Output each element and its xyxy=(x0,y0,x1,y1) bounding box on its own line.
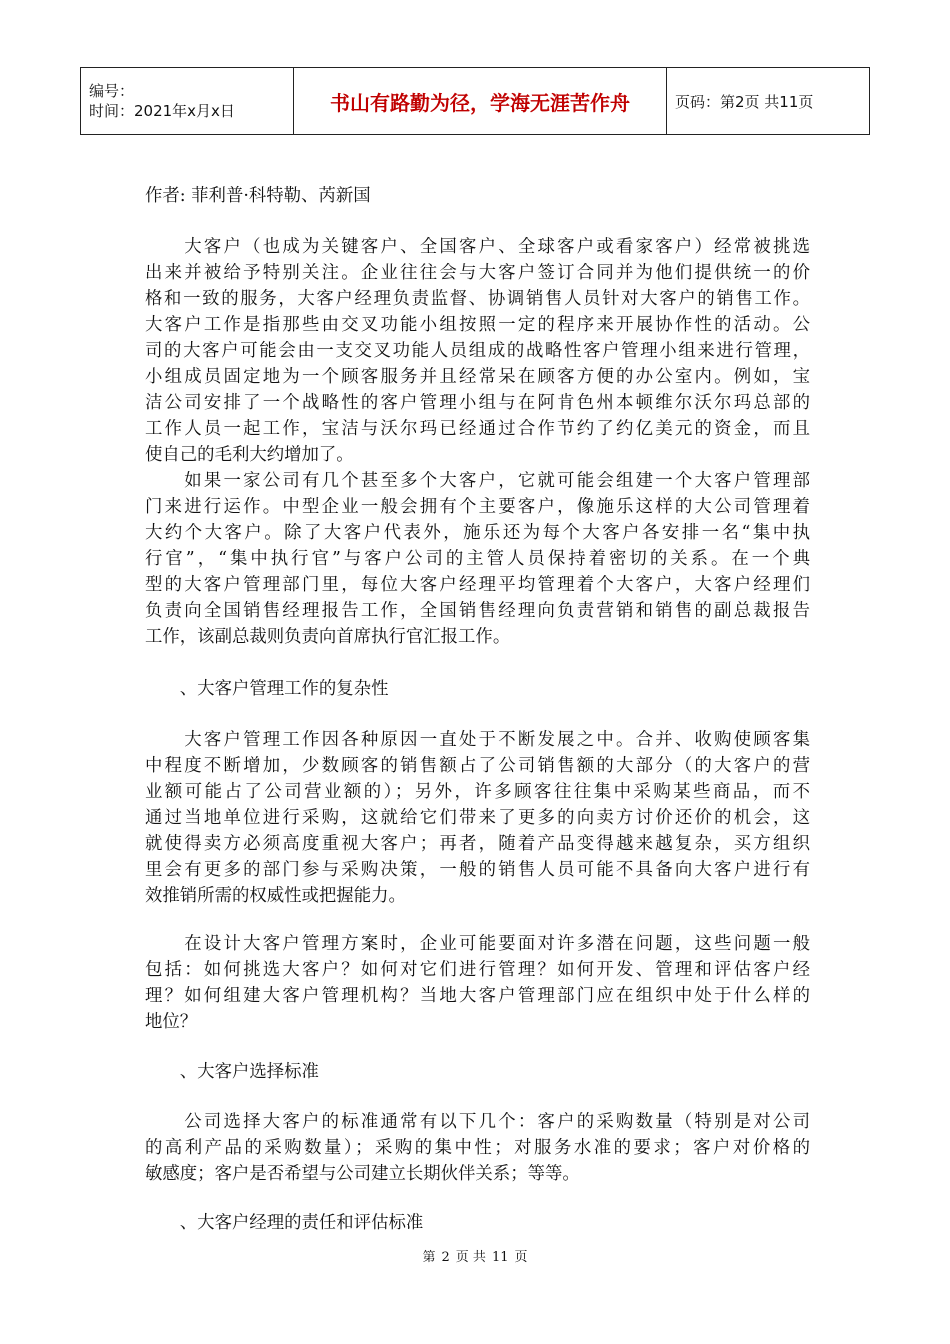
paragraph-line: 地位？ xyxy=(145,1012,198,1032)
footer-suffix: 页 xyxy=(514,1250,528,1265)
paragraph-line: 的高利产品的采购数量）；采购的集中性；对服务水准的要求；客户对价格的 xyxy=(145,1138,810,1158)
paragraph-line: 中程度不断增加，少数顾客的销售额占了公司销售额的大部分（的大客户的营 xyxy=(145,756,810,776)
author-line: 作者: 菲利普·科特勒、芮新国 xyxy=(145,186,371,206)
header-meta xyxy=(81,68,294,135)
paragraph-line: 公司选择大客户的标准通常有以下几个：客户的采购数量（特别是对公司 xyxy=(145,1112,810,1132)
paragraph-line: 效推销所需的权威性或把握能力。 xyxy=(145,886,406,906)
paragraph-line: 工作，该副总裁则负责向首席执行官汇报工作。 xyxy=(145,627,511,647)
paragraph-line: 洁公司安排了一个战略性的客户管理小组与在阿肯色州本顿维尔沃尔玛总部的 xyxy=(145,393,810,413)
section-heading: 、大客户选择标准 xyxy=(145,1062,319,1082)
section-heading: 、大客户经理的责任和评估标准 xyxy=(145,1213,424,1233)
paragraph-line: 行官”，“集中执行官”与客户公司的主管人员保持着密切的关系。在一个典 xyxy=(145,549,810,569)
paragraph-line: 里会有更多的部门参与采购决策，一般的销售人员可能不具备向大客户进行有 xyxy=(145,860,810,880)
paragraph-line: 使自己的毛利大约增加了。 xyxy=(145,445,354,465)
page-header xyxy=(80,67,870,135)
header-page-info: 页码：第2页 共11页 xyxy=(667,68,870,135)
footer-prefix: 第 xyxy=(422,1250,436,1265)
header-motto: 书山有路勤为径，学海无涯苦作舟 xyxy=(294,68,667,135)
paragraph-line: 司的大客户可能会由一支交叉功能人员组成的战略性客户管理小组来进行管理， xyxy=(145,341,810,361)
paragraph-line: 如果一家公司有几个甚至多个大客户，它就可能会组建一个大客户管理部 xyxy=(145,471,810,491)
paragraph-line: 出来并被给予特别关注。企业往往会与大客户签订合同并为他们提供统一的价 xyxy=(145,263,810,283)
paragraph-line: 业额可能占了公司营业额的）；另外，许多顾客往往集中采购某些商品，而不 xyxy=(145,782,810,802)
paragraph-line: 理？如何组建大客户管理机构？当地大客户管理部门应在组织中处于什么样的 xyxy=(145,986,810,1006)
paragraph-line: 大约个大客户。除了大客户代表外，施乐还为每个大客户各安排一名“集中执 xyxy=(145,523,810,543)
paragraph-line: 负责向全国销售经理报告工作，全国销售经理向负责营销和销售的副总裁报告 xyxy=(145,601,810,621)
paragraph-line: 包括：如何挑选大客户？如何对它们进行管理？如何开发、管理和评估客户经 xyxy=(145,960,810,980)
paragraph-line: 大客户（也成为关键客户、全国客户、全球客户或看家客户）经常被挑选 xyxy=(145,237,810,257)
paragraph-line: 就使得卖方必须高度重视大客户；再者，随着产品变得越来越复杂，买方组织 xyxy=(145,834,810,854)
paragraph-line: 敏感度；客户是否希望与公司建立长期伙伴关系；等等。 xyxy=(145,1164,580,1184)
code-label: 编号： xyxy=(89,82,135,100)
page-footer xyxy=(0,1246,950,1265)
paragraph-line: 门来进行运作。中型企业一般会拥有个主要客户，像施乐这样的大公司管理着 xyxy=(145,497,810,517)
paragraph-line: 大客户工作是指那些由交叉功能小组按照一定的程序来开展协作性的活动。公 xyxy=(145,315,810,335)
paragraph-line: 大客户管理工作因各种原因一直处于不断发展之中。合并、收购使顾客集 xyxy=(145,730,810,750)
paragraph-line: 工作人员一起工作，宝洁与沃尔玛已经通过合作节约了约亿美元的资金，而且 xyxy=(145,419,810,439)
section-heading: 、大客户管理工作的复杂性 xyxy=(145,679,389,699)
footer-page-number: 2 xyxy=(441,1250,450,1265)
paragraph-line: 小组成员固定地为一个顾客服务并且经常呆在顾客方便的办公室内。例如，宝 xyxy=(145,367,810,387)
paragraph-line: 格和一致的服务，大客户经理负责监督、协调销售人员针对大客户的销售工作。 xyxy=(145,289,810,309)
paragraph-line: 型的大客户管理部门里，每位大客户经理平均管理着个大客户，大客户经理们 xyxy=(145,575,810,595)
footer-total-pages: 11 xyxy=(491,1250,509,1265)
date-label: 时间：2021年x月x日 xyxy=(89,102,235,120)
paragraph-line: 在设计大客户管理方案时，企业可能要面对许多潜在问题，这些问题一般 xyxy=(145,934,810,954)
footer-middle: 页 共 xyxy=(455,1250,486,1265)
paragraph-line: 通过当地单位进行采购，这就给它们带来了更多的向卖方讨价还价的机会，这 xyxy=(145,808,810,828)
